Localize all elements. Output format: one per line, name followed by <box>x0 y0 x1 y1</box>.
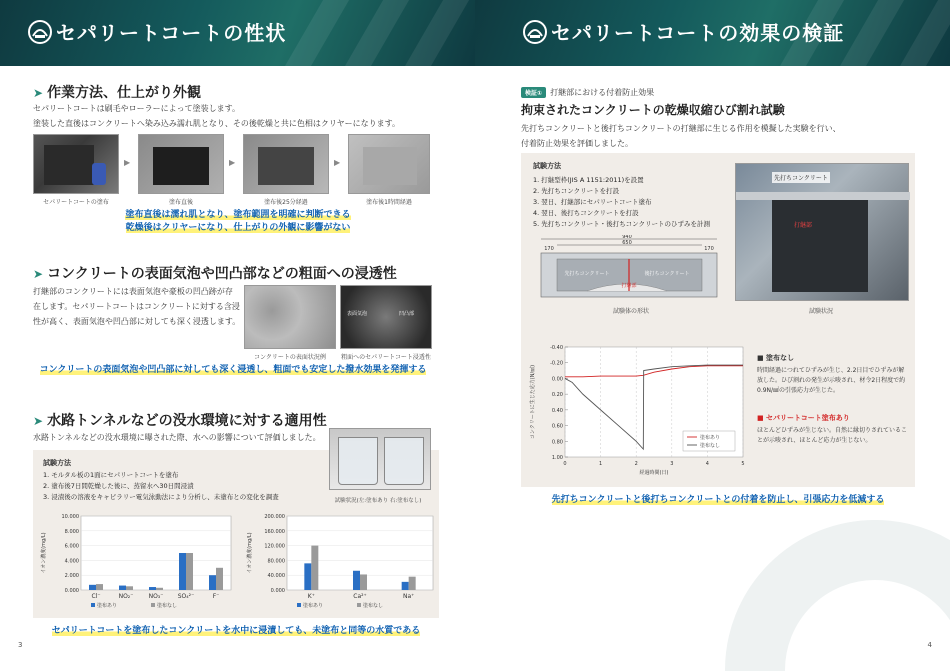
specimen-caption: 試験体の形状 <box>612 308 649 315</box>
x-tick-label: 5 <box>741 461 745 467</box>
caption-1hour: 塗布後1時間経過 <box>366 199 412 206</box>
section1-highlight: 塗布直後は濡れ肌となり、塗布範囲を明確に判断できる 乾燥後はクリヤーになり、仕上がりの外観に影響がない <box>125 210 351 233</box>
y-tick-label: -0.40 <box>550 345 563 351</box>
bar-NO₂⁻-塗布あり <box>119 586 126 590</box>
section3-text: 水路トンネルなどの没水環境に曝された際、水への影響について評価しました。 <box>33 433 321 442</box>
verification-highlight: 先打ちコンクリートと後打ちコンクリートとの付着を防止し、引張応力を低減する <box>551 495 885 505</box>
caption-just-after: 塗布直後 <box>168 199 193 206</box>
bar-NO₃⁻-塗布なし <box>156 588 163 590</box>
svg-text:先打ちコンクリート: 先打ちコンクリート <box>564 271 610 277</box>
bar-F⁻-塗布あり <box>209 575 216 590</box>
y-tick-label: 2.000 <box>64 573 79 580</box>
decorative-arc <box>725 520 950 671</box>
svg-text:打継部: 打継部 <box>621 283 637 289</box>
method-list: 1. 打継型枠(JIS A 1151:2011)を設置 2. 先打ちコンクリートを打設 3. 翌日、打継部にセパリートコート塗布 4. 翌日、後打ちコンクリートを打設 5. 先打ちコンクリート・後打ちコンクリートのひずみを計測 <box>533 176 711 228</box>
svg-text:後打ちコンクリート: 後打ちコンクリート <box>644 271 690 277</box>
brand-logo-icon <box>28 20 52 44</box>
bar-Cl⁻-塗布なし <box>96 584 103 590</box>
section2-text: 打継部のコンクリートには表面気泡や豪板の凹凸跡が存 在します。セパリートコートはコンクリートに対する含浸 性が高く、表面気泡や凹凸部に対しても深く浸透します。 <box>33 287 241 326</box>
caption-coating: セパリートコートの塗布 <box>43 199 109 206</box>
section2-title: ➤ コンクリートの表面気泡や凹凸部などの粗面への浸透性 <box>33 266 397 282</box>
y-tick-label: 0.80 <box>551 439 563 446</box>
y-tick-label: 40.000 <box>267 573 285 580</box>
photo-coating-application <box>33 134 119 194</box>
photo-1hour <box>348 134 430 194</box>
y-tick-label: 0.000 <box>270 588 285 594</box>
y-tick-label: 0.00 <box>551 376 563 383</box>
verification-title: 拘束されたコンクリートの乾燥収縮ひび割れ試験 <box>521 103 785 117</box>
legend-label: 塗布あり <box>700 435 721 441</box>
right-banner <box>475 0 950 66</box>
plot-area <box>81 516 231 590</box>
y-tick-label: 120.000 <box>264 543 285 550</box>
x-tick-label: F⁻ <box>212 593 220 600</box>
bar-Cl⁻-塗布あり <box>89 585 96 590</box>
y-tick-label: 160.000 <box>264 528 285 535</box>
section1-text: セパリートコートは刷毛やローラーによって塗装します。 塗装した直後はコンクリートへ染み込み濡れ肌となり、その後乾燥と共に色相はクリヤーになります。 <box>33 104 401 128</box>
x-tick-label: Cl⁻ <box>91 593 101 600</box>
section2-highlight: コンクリートの表面気泡や凹凸部に対しても深く浸透し、粗面でも安定した撥水効果を発揮する <box>39 365 427 375</box>
legend-swatch <box>297 603 301 607</box>
verification-text: 先打ちコンクリートと後打ちコンクリートの打継部に生じる作用を模擬した実験を行い、 付着防止効果を評価しました。 <box>521 124 841 148</box>
bar-Ca²⁺-塗布あり <box>353 571 360 590</box>
y-tick-label: 8.000 <box>64 528 79 535</box>
x-tick-label: NO₃⁻ <box>148 593 164 600</box>
legend-label: 塗布なし <box>700 443 721 449</box>
legend-swatch <box>151 603 155 607</box>
right-page <box>475 0 950 671</box>
photo-test-setup: 先打ちコンクリート 打継部 <box>735 163 909 301</box>
verification-tag: 検証① <box>521 87 546 98</box>
y-tick-label: 4.000 <box>64 558 79 565</box>
verification-method-box <box>521 153 915 487</box>
svg-text:170: 170 <box>544 246 554 252</box>
cation-chart <box>243 510 439 616</box>
chevron-icon: ➤ <box>33 267 44 281</box>
left-banner-title: セパリートコートの性状 <box>56 21 287 45</box>
photo-penetration: 表面気泡 凹凸部 <box>340 285 432 349</box>
legend-swatch <box>91 603 95 607</box>
section3-highlight: セパリートコートを塗布したコンクリートを水中に浸漬しても、未塗布と同等の水質である <box>51 626 421 636</box>
right-banner-title: セパリートコートの効果の検証 <box>551 21 845 45</box>
bar-Ca²⁺-塗布なし <box>360 574 367 590</box>
caption-penetration: 粗面へのセパリートコート浸透性 <box>341 354 431 361</box>
y-tick-label: 10.000 <box>61 514 79 520</box>
caption-25min: 塗布後25分経過 <box>264 199 308 206</box>
page-number-left: 3 <box>18 641 23 649</box>
x-tick-label: 3 <box>670 461 674 467</box>
svg-text:650: 650 <box>622 240 632 246</box>
y-tick-label: -0.20 <box>550 360 563 367</box>
anion-chart <box>37 510 237 616</box>
y-tick-label: 200.000 <box>264 514 285 520</box>
section3-title: ➤ 水路トンネルなどの没水環境に対する適用性 <box>33 413 327 429</box>
x-tick-label: 1 <box>599 461 603 467</box>
x-tick-label: NO₂⁻ <box>118 593 134 600</box>
method-label: 試験方法 <box>43 459 71 467</box>
y-tick-label: 0.60 <box>551 423 563 430</box>
method-list: 1. モルタル板の1面にセパリートコートを塗布 2. 塗布後7日間乾燥した後に、蒸留水へ30日間浸漬 3. 浸漬後の溶液をキャピラリー電気泳動法により分析し、未塗布との変化を調査 <box>43 471 279 501</box>
page-number-right: 4 <box>927 641 932 649</box>
legend-swatch <box>357 603 361 607</box>
photo-25min <box>243 134 329 194</box>
x-tick-label: 2 <box>634 461 638 467</box>
y-tick-label: 0.000 <box>64 588 79 594</box>
brand-logo-icon <box>523 20 547 44</box>
svg-text:940: 940 <box>622 235 632 240</box>
y-tick-label: 80.000 <box>267 558 285 565</box>
photo-caption: 試験状況 <box>808 308 833 315</box>
x-tick-label: Na⁺ <box>402 593 415 600</box>
stress-chart <box>525 339 751 481</box>
verification-subtitle: 検証① 打継部における付着防止効果 <box>521 87 654 98</box>
legend-label: 塗布なし <box>157 603 178 609</box>
bar-NO₂⁻-塗布なし <box>126 586 133 590</box>
bar-Na⁺-塗布なし <box>409 577 416 590</box>
bar-K⁺-塗布あり <box>304 563 311 590</box>
y-axis-label: イオン濃度(mg/L) <box>41 532 47 574</box>
y-tick-label: 0.20 <box>551 392 563 399</box>
arrow-right-icon: ▶ <box>229 158 236 167</box>
x-tick-label: SO₄²⁻ <box>177 593 195 600</box>
bar-SO₄²⁻-塗布なし <box>186 553 193 590</box>
bar-K⁺-塗布なし <box>311 546 318 590</box>
bar-SO₄²⁻-塗布あり <box>179 553 186 590</box>
specimen-diagram <box>527 235 727 315</box>
photo-beakers <box>329 428 431 490</box>
photo-caption-test: 試験状況(左:塗布あり 右:塗布なし) <box>334 498 422 504</box>
x-tick-label: Ca²⁺ <box>353 593 367 600</box>
chevron-icon: ➤ <box>33 86 44 100</box>
x-tick-label: 0 <box>563 461 567 467</box>
photo-surface-example <box>244 285 336 349</box>
bar-NO₃⁻-塗布あり <box>149 587 156 590</box>
y-axis-label: コンクリートに生じた応力(N/㎟) <box>530 364 536 440</box>
arrow-right-icon: ▶ <box>124 158 131 167</box>
legend-label: 塗布あり <box>97 603 118 609</box>
bar-F⁻-塗布なし <box>216 568 223 590</box>
method-label: 試験方法 <box>533 162 561 170</box>
y-axis-label: イオン濃度(mg/L) <box>247 532 253 574</box>
photo-just-after <box>138 134 224 194</box>
x-tick-label: 4 <box>705 461 709 467</box>
y-tick-label: 1.00 <box>551 455 563 461</box>
chevron-icon: ➤ <box>33 414 44 428</box>
y-tick-label: 6.000 <box>64 543 79 550</box>
x-tick-label: K⁺ <box>307 593 315 600</box>
legend-label: 塗布あり <box>303 603 324 609</box>
caption-surface: コンクリートの表面状況例 <box>254 354 326 361</box>
section1-title: ➤ 作業方法、仕上がり外観 <box>33 85 202 101</box>
legend-label: 塗布なし <box>363 603 384 609</box>
svg-text:170: 170 <box>704 246 714 252</box>
y-tick-label: 0.40 <box>551 407 563 414</box>
arrow-right-icon: ▶ <box>334 158 341 167</box>
bar-Na⁺-塗布あり <box>402 582 409 590</box>
left-banner <box>0 0 475 66</box>
x-axis-label: 経過時間(日) <box>639 470 669 476</box>
legend-with-coating: ■ セパリートコート塗布あり ほとんどひずみが生じない。自然に縁切りされていることが示唆され、ほとんど応力が生じない。 <box>757 414 908 444</box>
legend-no-coating: ■ 塗布なし 時間経過につれてひずみが生じ、2.2日目でひずみが解放した。ひび割れの発生が示唆され、材令2日程度で約0.9N/㎟の引張応力が生じた。 <box>757 354 906 394</box>
